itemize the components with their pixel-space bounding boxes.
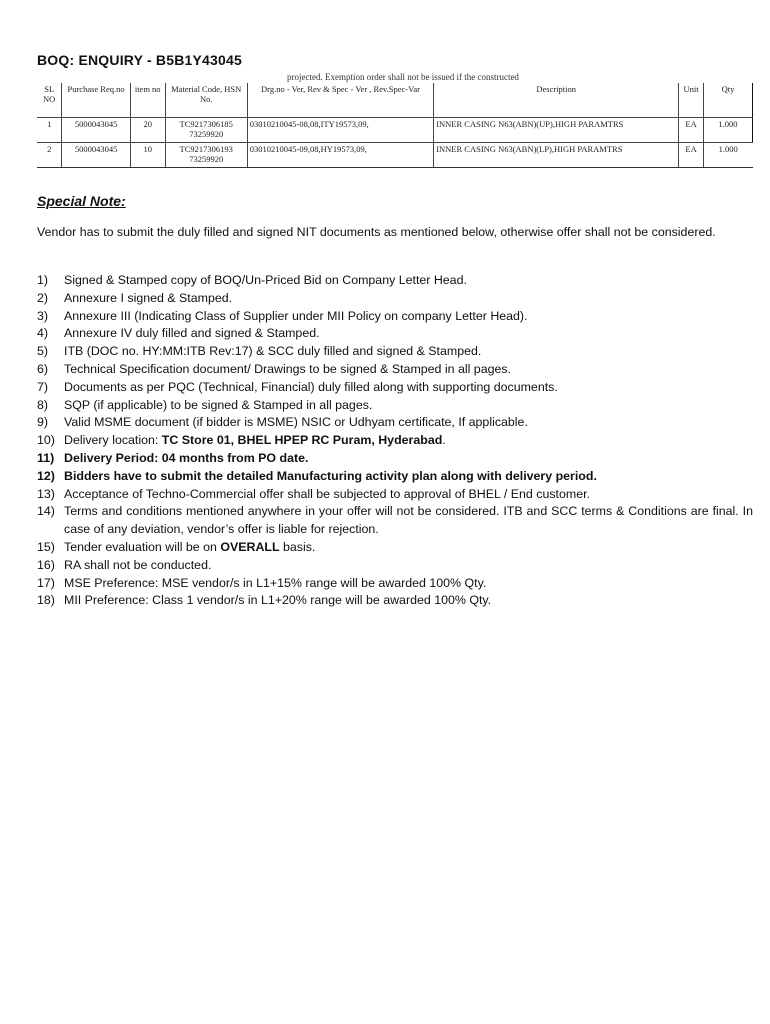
cut-off-text: projected. Exemption order shall not be issued if the constructed (287, 72, 519, 82)
item-text: RA shall not be conducted. (64, 557, 212, 572)
header-material-code: Material Code, HSN No. (165, 83, 247, 118)
item-text: Documents as per PQC (Technical, Financial) duly filled along with supporting documents. (64, 379, 558, 394)
item-number: 10) (37, 433, 55, 448)
item-number: 7) (37, 379, 49, 394)
item-number: 14) (37, 504, 55, 519)
item-text: Terms and conditions mentioned anywhere in your offer will not be considered. ITB and SCC terms & Conditions are final. In case of any deviation, vendor’s offer is liable for rejection. (64, 504, 753, 537)
item-text: Bidders have to submit the detailed Manufacturing activity plan along with delivery period. (64, 468, 597, 483)
cell-purchase-req: 5000043045 (62, 143, 130, 168)
cell-description: INNER CASING N63(ABN)(LP),HIGH PARAMTRS (434, 143, 679, 168)
item-number: 17) (37, 575, 55, 590)
item-number: 18) (37, 593, 55, 608)
item-text: Annexure I signed & Stamped. (64, 290, 233, 305)
item-text: SQP (if applicable) to be signed & Stamped in all pages. (64, 397, 373, 412)
item-number: 3) (37, 308, 49, 323)
item-number: 8) (37, 397, 49, 412)
list-item (37, 414, 753, 432)
special-note-list (37, 272, 753, 610)
item-text: Annexure IV duly filled and signed & Stamped. (64, 326, 320, 341)
cell-drg-no: 03010210045-08,08,ITY19573,09, (247, 118, 433, 143)
item-number: 5) (37, 344, 49, 359)
list-item (37, 450, 753, 468)
evaluation-basis-value: OVERALL (220, 539, 280, 554)
list-item (37, 325, 753, 343)
cell-material-code: TC9217306193 73259920 (165, 143, 247, 168)
item-text: Signed & Stamped copy of BOQ/Un-Priced Bid on Company Letter Head. (64, 273, 467, 287)
cell-sl: 1 (37, 118, 62, 143)
boq-table (37, 83, 753, 168)
item-text: Annexure III (Indicating Class of Supplier under MII Policy on company Letter Head). (64, 308, 528, 323)
list-item (37, 272, 753, 290)
list-item (37, 539, 753, 557)
item-text: ITB (DOC no. HY:MM:ITB Rev:17) & SCC duly filled and signed & Stamped. (64, 344, 482, 359)
item-text: Delivery Period: 04 months from PO date. (64, 450, 309, 465)
item-text: Acceptance of Techno-Commercial offer shall be subjected to approval of BHEL / End customer. (64, 486, 590, 501)
item-number: 16) (37, 557, 55, 572)
cell-purchase-req: 5000043045 (62, 118, 130, 143)
cell-qty: 1.000 (703, 143, 752, 168)
cell-unit: EA (679, 143, 704, 168)
special-note-intro: Vendor has to submit the duly filled and signed NIT documents as mentioned below, otherwise offer shall not be considered. (37, 225, 716, 239)
list-item (37, 575, 753, 593)
cell-item-no: 20 (130, 118, 165, 143)
item-number: 2) (37, 290, 49, 305)
table-header-row (37, 83, 753, 118)
item-number: 13) (37, 486, 55, 501)
list-item (37, 432, 753, 450)
item-number: 9) (37, 415, 49, 430)
list-item (37, 468, 753, 486)
item-number: 6) (37, 361, 49, 376)
item-text: MII Preference: Class 1 vendor/s in L1+20% range will be awarded 100% Qty. (64, 593, 492, 608)
list-item (37, 592, 753, 610)
cell-drg-no: 03010210045-09,08,HY19573,09, (247, 143, 433, 168)
header-item-no: item no (130, 83, 165, 118)
item-text-pre: Delivery location: (64, 433, 162, 448)
item-text: Technical Specification document/ Drawings to be signed & Stamped in all pages. (64, 361, 512, 376)
list-item (37, 397, 753, 415)
table-row (37, 118, 753, 143)
header-qty: Qty (703, 83, 752, 118)
item-text-pre: Tender evaluation will be on (64, 539, 221, 554)
page-title: BOQ: ENQUIRY - B5B1Y43045 (37, 52, 242, 68)
list-item (37, 290, 753, 308)
item-number: 12) (37, 468, 55, 483)
item-text: MSE Preference: MSE vendor/s in L1+15% range will be awarded 100% Qty. (64, 575, 487, 590)
cell-unit: EA (679, 118, 704, 143)
list-item (37, 557, 753, 575)
list-item (37, 486, 753, 504)
boq-table-area (37, 72, 753, 179)
item-text-post: . (442, 433, 446, 448)
table-row (37, 143, 753, 168)
cell-sl: 2 (37, 143, 62, 168)
list-item (37, 308, 753, 326)
item-number: 1) (37, 273, 49, 287)
item-text-post: basis. (279, 539, 316, 554)
header-description: Description (434, 83, 679, 118)
header-purchase-req: Purchase Req.no (62, 83, 130, 118)
header-unit: Unit (679, 83, 704, 118)
cell-item-no: 10 (130, 143, 165, 168)
list-item (37, 379, 753, 397)
cell-material-code: TC9217306185 73259920 (165, 118, 247, 143)
item-number: 4) (37, 326, 49, 341)
list-item (37, 503, 753, 539)
header-sl: SL NO (37, 83, 62, 118)
special-note-heading: Special Note: (37, 193, 126, 209)
item-number: 11) (37, 450, 55, 465)
list-item (37, 343, 753, 361)
item-text: Valid MSME document (if bidder is MSME) NSIC or Udhyam certificate, If applicable. (64, 415, 528, 430)
list-item (37, 361, 753, 379)
cell-qty: 1.000 (703, 118, 752, 143)
item-number: 15) (37, 539, 55, 554)
delivery-location-value: TC Store 01, BHEL HPEP RC Puram, Hyderabad (161, 433, 443, 448)
cell-description: INNER CASING N63(ABN)(UP),HIGH PARAMTRS (434, 118, 679, 143)
header-drg-no: Drg.no - Ver, Rev & Spec - Ver , Rev.Spec-Var (247, 83, 433, 118)
